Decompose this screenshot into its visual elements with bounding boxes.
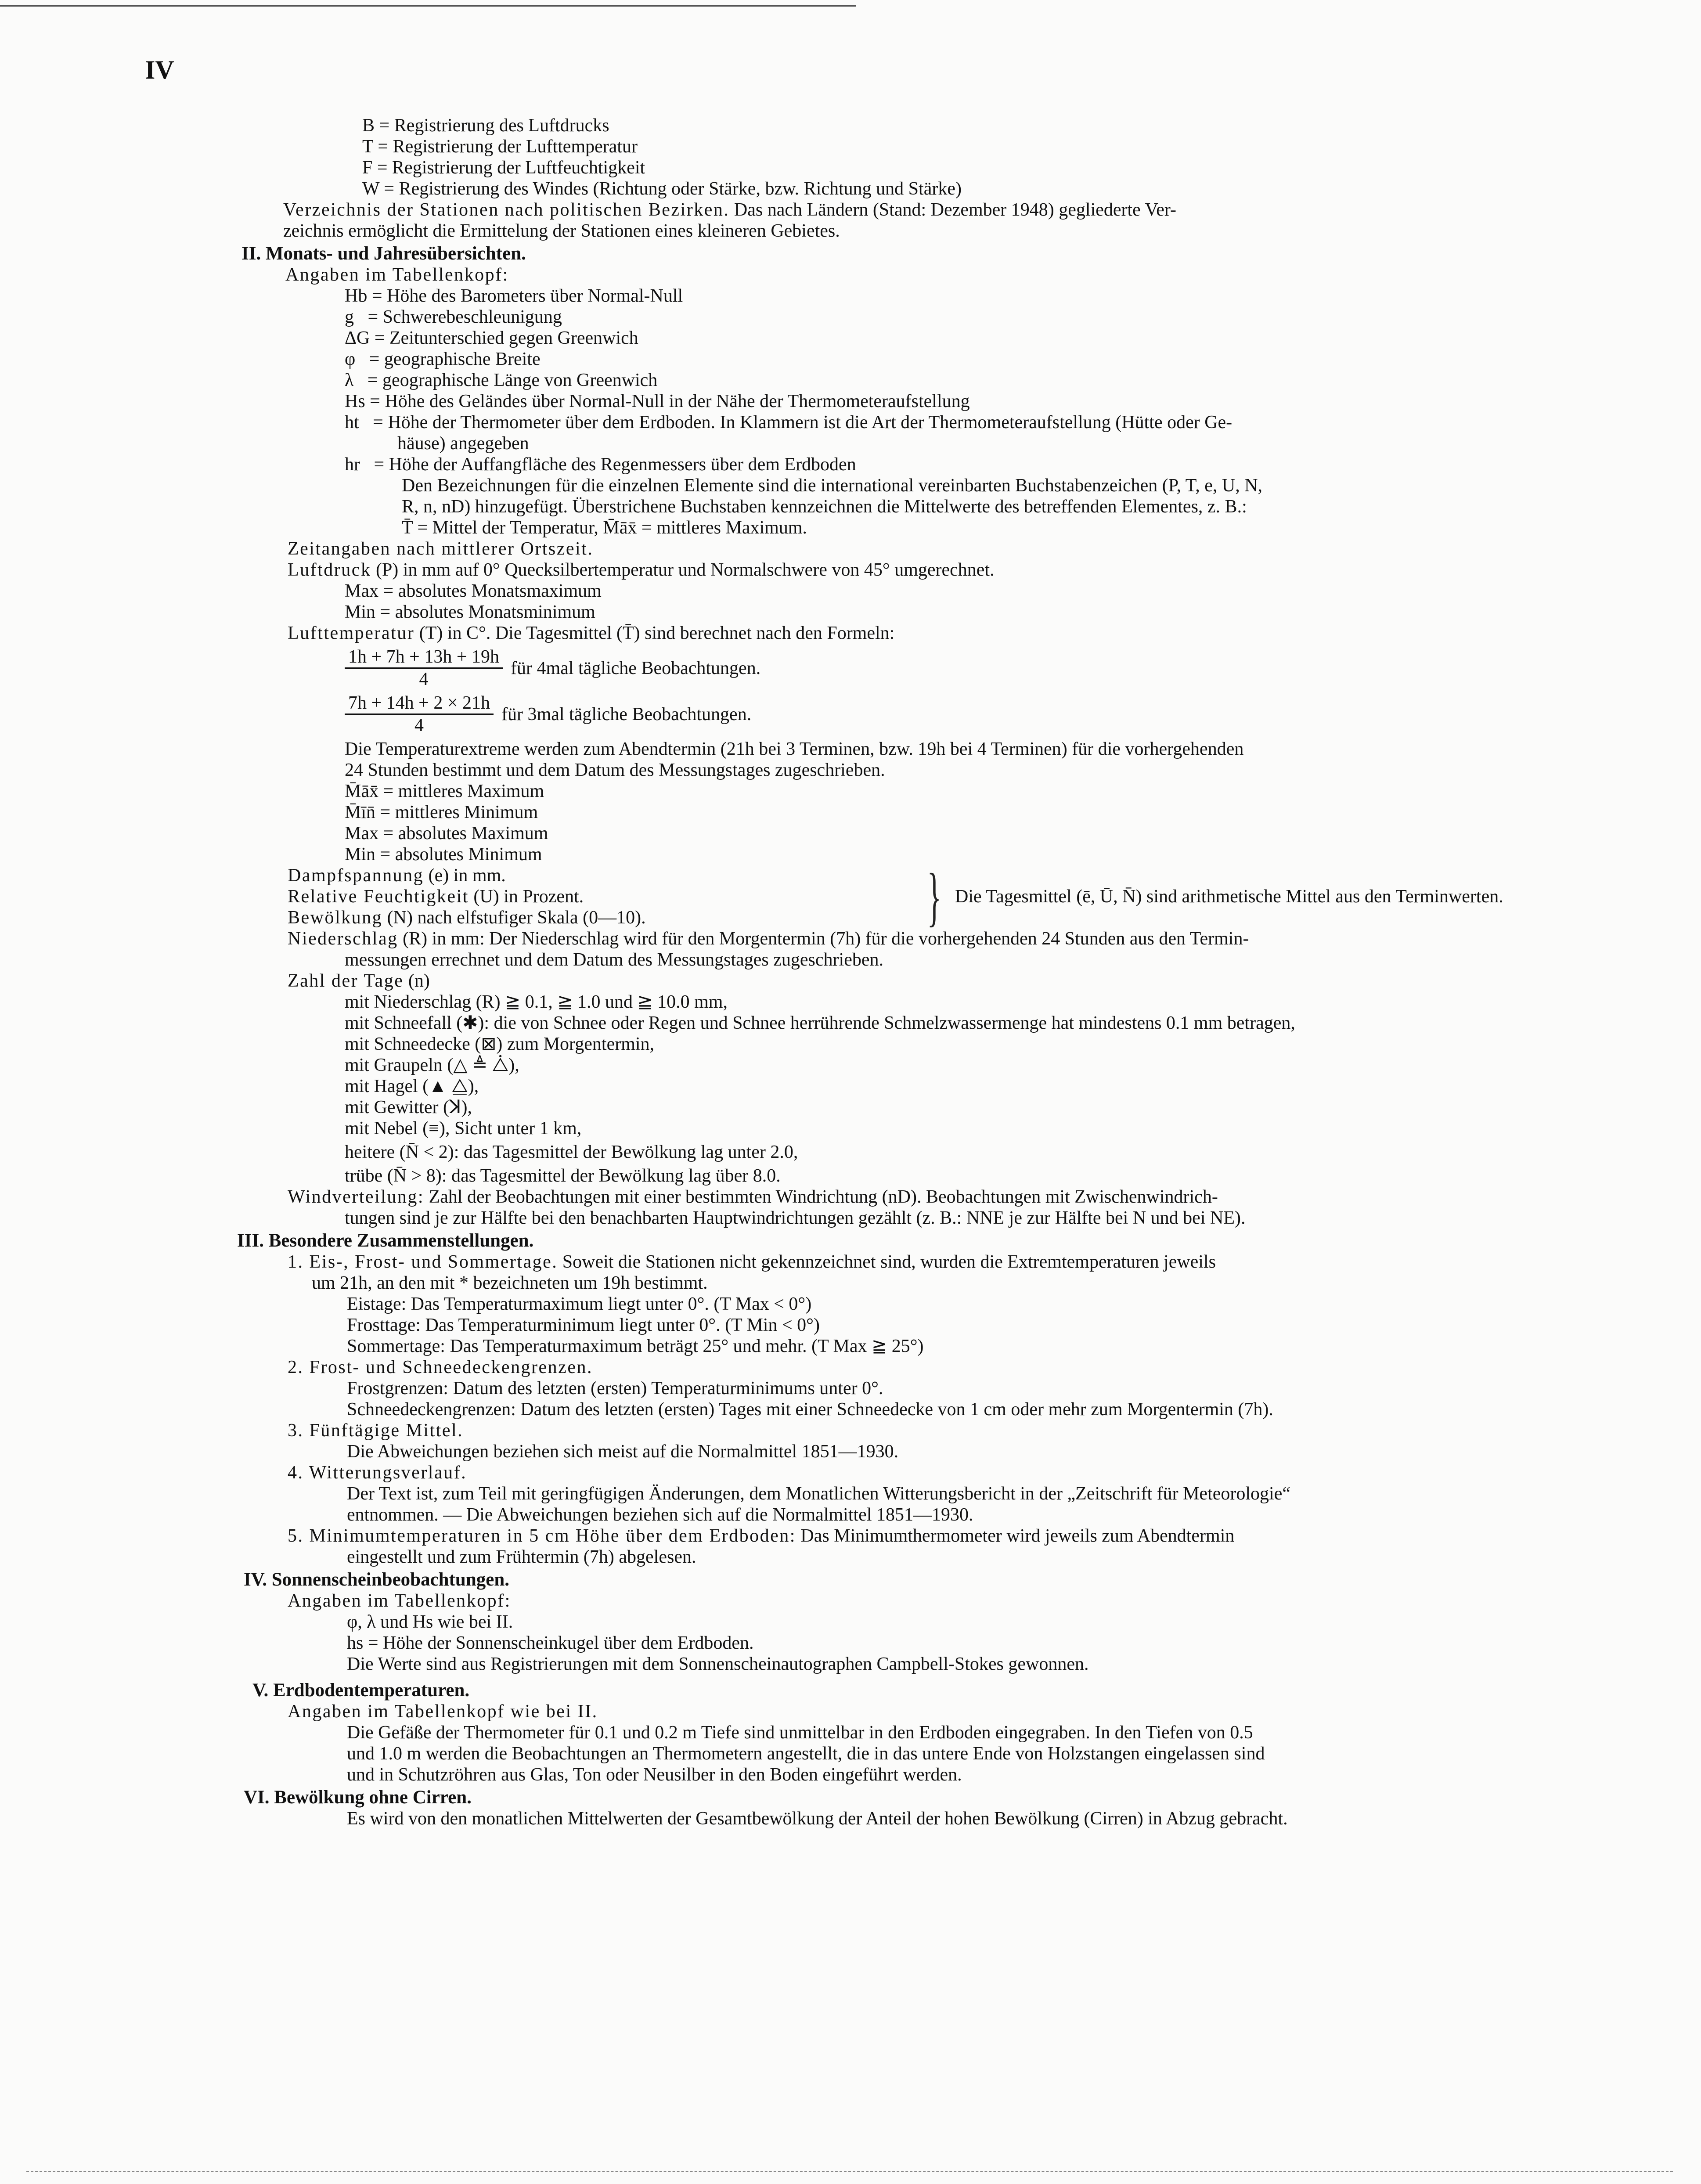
zahl-item: mit Niederschlag (R) ≧ 0.1, ≧ 1.0 und ≧ 10.0 mm, <box>345 992 728 1012</box>
sonnenschein-item: φ, λ und Hs wie bei II. <box>347 1612 513 1632</box>
kopf-item-hr: hr = Höhe der Auffangfläche des Regenmessers über dem Erdboden <box>345 454 856 475</box>
feuchtigkeit-label: Relative Feuchtigkeit <box>288 887 469 907</box>
formula-denominator: 4 <box>414 715 424 735</box>
item-label: 2. Frost- und Schneedeckengrenzen. <box>288 1357 593 1377</box>
luftdruck-paragraph <box>288 559 1510 580</box>
formula-denominator: 4 <box>419 669 429 689</box>
zahl-der-tage <box>288 970 1510 991</box>
luftdruck-label: Luftdruck <box>288 560 371 580</box>
windverteilung-text: Zahl der Beobachtungen mit einer bestimmten Windrichtung (nD). Beobachtungen mit Zwischenwindrich- <box>424 1187 1218 1207</box>
formula-numerator: 1h + 7h + 13h + 19h <box>345 646 503 669</box>
extreme-line: 24 Stunden bestimmt und dem Datum des Messungstages zugeschrieben. <box>345 760 885 780</box>
bezeichnungen-line: Den Bezeichnungen für die einzelnen Elemente sind die international vereinbarten Buchstabenzeichen (P, T, e, U, N, <box>402 476 1263 496</box>
section-heading-vi: VI. Bewölkung ohne Cirren. <box>244 1787 472 1808</box>
luftdruck-item: Min = absolutes Monatsminimum <box>345 602 595 622</box>
dampfspannung-text: (e) in mm. <box>424 865 506 886</box>
luftdruck-item: Max = absolutes Monatsmaximum <box>345 581 602 601</box>
zahl-der-tage-list <box>345 991 1510 1186</box>
zahl-der-tage-label: Zahl der Tage <box>288 971 404 991</box>
sonnenschein-list <box>347 1611 1510 1675</box>
tagesmittel-note: Die Tagesmittel (ē, Ū, N̄) sind arithmetische Mittel aus den Terminwerten. <box>955 887 1503 907</box>
item-text: Soweit die Stationen nicht gekennzeichnet sind, wurden die Extremtemperaturen jeweils <box>558 1252 1216 1272</box>
item-witterungsverlauf <box>288 1462 1510 1525</box>
formula-3mal <box>345 692 1510 736</box>
section-heading-ii: II. Monats- und Jahresübersichten. <box>241 243 526 264</box>
zahl-item: mit Gewitter (ꓘ), <box>345 1097 472 1117</box>
lufttemperatur-text: (T) in C°. Die Tagesmittel (T̄) sind berechnet nach den Formeln: <box>414 623 895 643</box>
extreme-item: Max = absolutes Maximum <box>345 823 548 843</box>
verzeichnis-text-cont: zeichnis ermöglicht die Ermittelung der Stationen eines kleineren Gebietes. <box>283 221 840 241</box>
zahl-der-tage-text: (n) <box>404 971 430 991</box>
cirren-paragraph <box>347 1808 1510 1829</box>
bewoelkung-label: Bewölkung <box>288 908 383 928</box>
item-frost-schneedeckengrenzen <box>288 1357 1510 1420</box>
tabellenkopf-title: Angaben im Tabellenkopf: <box>285 265 509 285</box>
item-fuenftaegige-mittel <box>288 1420 1510 1462</box>
niederschlag-label: Niederschlag <box>288 929 398 949</box>
subitem: Eistage: Das Temperaturmaximum liegt unter 0°. (T Max < 0°) <box>347 1294 812 1314</box>
subitem: Sommertage: Das Temperaturmaximum beträgt 25° und mehr. (T Max ≧ 25°) <box>347 1336 924 1356</box>
extreme-item: M̄īn̄ = mittleres Minimum <box>345 802 538 822</box>
verzeichnis-text: Das nach Ländern (Stand: Dezember 1948) gegliederte Ver- <box>729 200 1177 220</box>
zahl-item: mit Schneefall (✱): die von Schnee oder Regen und Schnee herrührende Schmelzwassermenge hat mindestens 0.1 mm betragen, <box>345 1013 1295 1033</box>
item-eis-frost-sommertage <box>288 1251 1510 1357</box>
zahl-item: mit Nebel (≡), Sicht unter 1 km, <box>345 1118 582 1139</box>
tabellenkopf-list <box>345 285 1510 475</box>
luftdruck-list <box>345 580 1510 623</box>
register-line: W = Registrierung des Windes (Richtung oder Stärke, bzw. Richtung und Stärke) <box>362 179 962 199</box>
niederschlag-text-cont: messungen errechnet und dem Datum des Messungstages zugeschrieben. <box>345 950 883 970</box>
tabellenkopf-title: Angaben im Tabellenkopf: <box>288 1591 511 1611</box>
windverteilung-text-cont: tungen sind je zur Hälfte bei den benachbarten Hauptwindrichtungen gezählt (z. B.: NNE je zur Hälfte bei N und bei NE). <box>345 1208 1246 1228</box>
tagesmittel-group <box>288 860 1510 933</box>
item-label: 1. Eis-, Frost- und Sommertage. <box>288 1252 558 1272</box>
erdboden-paragraph <box>347 1722 1510 1785</box>
page-number: IV <box>145 55 174 84</box>
extreme-line: Die Temperaturextreme werden zum Abendtermin (21h bei 3 Terminen, bzw. 19h bei 4 Terminen) für die vorhergehenden <box>345 739 1244 759</box>
subitem: Die Abweichungen beziehen sich meist auf die Normalmittel 1851—1930. <box>347 1442 899 1462</box>
kopf-item-ht: ht = Höhe der Thermometer über dem Erdboden. In Klammern ist die Art der Thermometeraufstellung (Hütte oder Ge- <box>345 412 1233 432</box>
item-minimumtemperaturen <box>288 1525 1510 1568</box>
feuchtigkeit-text: (U) in Prozent. <box>468 887 584 907</box>
item-label: 5. Minimumtemperaturen in 5 cm Höhe über dem Erdboden: <box>288 1526 796 1546</box>
subitem: Schneedeckengrenzen: Datum des letzten (ersten) Tages mit einer Schneedecke von 1 cm oder mehr zum Morgentermin (7h). <box>347 1399 1273 1420</box>
bottom-rule <box>26 2171 1673 2172</box>
tagesmittel-elements <box>288 865 788 928</box>
niederschlag-text: (R) in mm: Der Niederschlag wird für den Morgentermin (7h) für die vorhergehenden 24 Stunden aus den Termin- <box>398 929 1249 949</box>
register-list <box>362 115 1510 199</box>
register-line: B = Registrierung des Luftdrucks <box>362 115 609 136</box>
windverteilung-paragraph <box>288 1186 1510 1229</box>
tabellenkopf-title: Angaben im Tabellenkopf wie bei II. <box>288 1701 598 1722</box>
cirren-line: Es wird von den monatlichen Mittelwerten der Gesamtbewölkung der Anteil der hohen Bewölkung (Cirren) in Abzug gebracht. <box>347 1809 1288 1829</box>
section-heading-iii: III. Besondere Zusammenstellungen. <box>237 1230 534 1251</box>
kopf-item: λ = geographische Länge von Greenwich <box>345 370 658 390</box>
dampfspannung-label: Dampfspannung <box>288 865 424 886</box>
formula-fraction <box>345 692 494 736</box>
kopf-item: g = Schwerebeschleunigung <box>345 307 562 327</box>
brace-icon: } <box>927 860 941 933</box>
register-line: T = Registrierung der Lufttemperatur <box>362 137 638 157</box>
bezeichnungen-line: T̄ = Mittel der Temperatur, M̄āx̄ = mittleres Maximum. <box>402 518 807 538</box>
register-line: F = Registrierung der Luftfeuchtigkeit <box>362 158 645 178</box>
verzeichnis-label: Verzeichnis der Stationen nach politischen Bezirken. <box>283 200 730 220</box>
kopf-item-ht-cont: häuse) angegeben <box>397 433 529 454</box>
lufttemperatur-label: Lufttemperatur <box>288 623 415 643</box>
extreme-item: Min = absolutes Minimum <box>345 844 542 865</box>
kopf-item: Hs = Höhe des Geländes über Normal-Null in der Nähe der Thermometeraufstellung <box>345 391 970 411</box>
kopf-item: ΔG = Zeitunterschied gegen Greenwich <box>345 328 638 348</box>
sonnenschein-item: hs = Höhe der Sonnenscheinkugel über dem Erdboden. <box>347 1633 754 1653</box>
subitem: Frosttage: Das Temperaturminimum liegt unter 0°. (T Min < 0°) <box>347 1315 820 1335</box>
bewoelkung-line <box>288 907 788 928</box>
formula-4mal <box>345 646 1510 690</box>
item-text-cont: eingestellt und zum Frühtermin (7h) abgelesen. <box>347 1547 696 1567</box>
bewoelkung-text: (N) nach elfstufiger Skala (0—10). <box>382 908 646 928</box>
kopf-item: φ = geographische Breite <box>345 349 541 369</box>
sonnenschein-item: Die Werte sind aus Registrierungen mit dem Sonnenscheinautographen Campbell-Stokes gewonnen. <box>347 1654 1089 1674</box>
formula-caption: für 3mal tägliche Beobachtungen. <box>501 704 752 724</box>
erdboden-line: Die Gefäße der Thermometer für 0.1 und 0.2 m Tiefe sind unmittelbar in den Erdboden eingegraben. In den Tiefen von 0.5 <box>347 1723 1253 1743</box>
lufttemperatur-paragraph <box>288 623 1510 644</box>
kopf-item: Hb = Höhe des Barometers über Normal-Null <box>345 286 683 306</box>
bezeichnungen-line: R, n, nD) hinzugefügt. Überstrichene Buchstaben kennzeichnen die Mittelwerte des betreffenden Elementes, z. B.: <box>402 497 1247 517</box>
bezeichnungen-paragraph <box>402 475 1510 538</box>
windverteilung-label: Windverteilung: <box>288 1187 425 1207</box>
top-rule <box>0 5 856 7</box>
item-label: 4. Witterungsverlauf. <box>288 1463 467 1483</box>
subitem: Frostgrenzen: Datum des letzten (ersten) Temperaturminimums unter 0°. <box>347 1378 883 1398</box>
zahl-item: mit Schneedecke (⊠) zum Morgentermin, <box>345 1034 655 1054</box>
temperaturextreme-paragraph <box>345 739 1510 865</box>
subitem: entnommen. — Die Abweichungen beziehen sich auf die Normalmittel 1851—1930. <box>347 1505 973 1525</box>
formula-caption: für 4mal tägliche Beobachtungen. <box>511 658 761 678</box>
zahl-item: mit Hagel (▲ ⧋), <box>345 1076 479 1096</box>
dampfspannung-line <box>288 865 788 886</box>
zeitangaben: Zeitangaben nach mittlerer Ortszeit. <box>288 539 594 559</box>
erdboden-line: und in Schutzröhren aus Glas, Ton oder Neusilber in den Boden eingeführt werden. <box>347 1765 962 1785</box>
item-text: Das Minimumthermometer wird jeweils zum Abendtermin <box>796 1526 1235 1546</box>
feuchtigkeit-line <box>288 886 788 907</box>
item-text-cont: um 21h, an den mit * bezeichneten um 19h bestimmt. <box>312 1273 708 1293</box>
extreme-item: M̄āx̄ = mittleres Maximum <box>345 781 544 801</box>
formula-numerator: 7h + 14h + 2 × 21h <box>345 692 494 715</box>
zahl-item: mit Graupeln (△ ≜ ⧊), <box>345 1055 519 1075</box>
zahl-item: heitere (N̄ < 2): das Tagesmittel der Bewölkung lag unter 2.0, <box>345 1142 798 1162</box>
item-label: 3. Fünftägige Mittel. <box>288 1420 464 1441</box>
niederschlag-paragraph <box>288 928 1510 970</box>
section-heading-iv: IV. Sonnenscheinbeobachtungen. <box>244 1569 509 1590</box>
subitem: Der Text ist, zum Teil mit geringfügigen Änderungen, dem Monatlichen Witterungsbericht in der „Zeitschrift für Meteorologie“ <box>347 1484 1290 1504</box>
verzeichnis-paragraph <box>283 199 1510 241</box>
erdboden-line: und 1.0 m werden die Beobachtungen an Thermometern angestellt, die in das untere Ende von Holzstangen eingelassen sind <box>347 1744 1265 1764</box>
luftdruck-text: (P) in mm auf 0° Quecksilbertemperatur und Normalschwere von 45° umgerechnet. <box>371 560 995 580</box>
document-body <box>237 115 1510 1829</box>
formula-fraction <box>345 646 503 690</box>
zahl-item: trübe (N̄ > 8): das Tagesmittel der Bewölkung lag über 8.0. <box>345 1166 781 1186</box>
section-heading-v: V. Erdbodentemperaturen. <box>252 1680 470 1701</box>
